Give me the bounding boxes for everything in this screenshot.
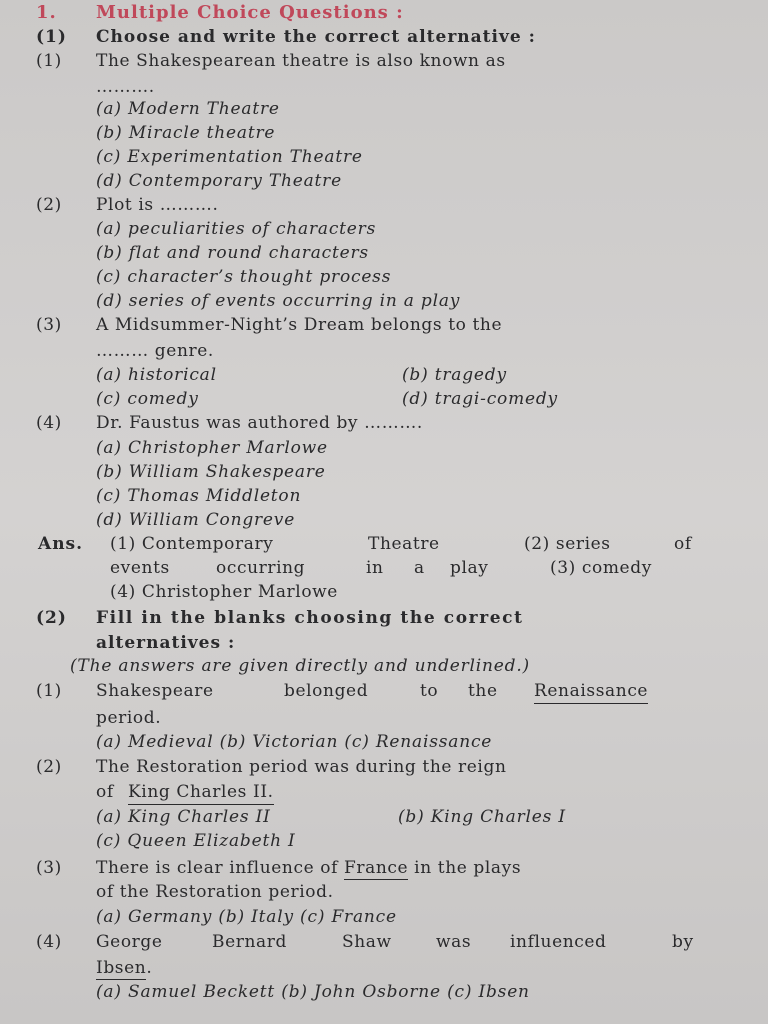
question-text: period. [96, 708, 162, 728]
question-number: (3) [36, 315, 62, 335]
section-title: alternatives : [96, 633, 236, 653]
question-text-post: in the plays [408, 858, 522, 878]
question-text: the [468, 681, 498, 701]
option: (b) flat and round characters [96, 243, 369, 263]
question-text: A Midsummer-Night’s Dream belongs to the [96, 315, 503, 335]
question-number: (3) [36, 858, 62, 878]
option: (a) peculiarities of characters [96, 219, 377, 239]
answer-text: of [674, 534, 692, 554]
underlined-answer: France [343, 858, 409, 878]
underlined-answer: Renaissance [534, 680, 648, 704]
option: (a) Germany (b) Italy (c) France [96, 907, 397, 927]
question-text [96, 857, 521, 879]
underlined-answer: Ibsen [96, 958, 147, 978]
question-blank: ………. [96, 77, 155, 97]
answers-label: Ans. [38, 534, 84, 554]
option: (b) King Charles I [398, 807, 566, 827]
answer-text: (2) series [524, 534, 611, 554]
question-number: (2) [36, 195, 62, 215]
section-number: 1. [36, 2, 57, 23]
option: (d) William Congreve [96, 510, 296, 530]
question-text: Shakespeare [96, 681, 214, 701]
option: (a) Samuel Beckett (b) John Osborne (c) Ibsen [96, 982, 530, 1002]
question-text: was [436, 932, 472, 952]
question-text: Plot is ………. [96, 195, 219, 215]
answer-text: (3) comedy [550, 558, 652, 578]
option: (a) Christopher Marlowe [96, 438, 328, 458]
option: (c) character’s thought process [96, 267, 392, 287]
option: (a) Medieval (b) Victorian (c) Renaissance [96, 732, 493, 752]
option: (b) tragedy [402, 365, 507, 385]
answer-text: in [366, 558, 384, 578]
question-text: belonged [284, 681, 369, 701]
question-text: George [96, 932, 163, 952]
option: (c) Queen Elizabeth I [96, 831, 296, 851]
section-title: Multiple Choice Questions : [96, 2, 404, 23]
question-text: of [96, 782, 120, 802]
question-blank: ……… genre. [96, 341, 214, 361]
answer-text: play [450, 558, 489, 578]
option: (c) comedy [96, 389, 199, 409]
option: (d) Contemporary Theatre [96, 171, 342, 191]
underlined-answer: King Charles II. [128, 781, 274, 805]
answer-text: (4) Christopher Marlowe [110, 582, 338, 602]
option: (d) series of events occurring in a play [96, 291, 461, 311]
section-number: (2) [36, 608, 67, 628]
question-number: (1) [36, 51, 62, 71]
answer-text: events [110, 558, 170, 578]
question-text: The Shakespearean theatre is also known as [96, 51, 506, 71]
question-text: by [672, 932, 694, 952]
answer-text: occurring [216, 558, 306, 578]
answer-text: (1) Contemporary [110, 534, 274, 554]
question-text-pre: There is clear influence of [96, 858, 344, 878]
option: (a) King Charles II [96, 807, 271, 827]
option: (a) Modern Theatre [96, 99, 280, 119]
subsection-number: (1) [36, 27, 67, 47]
subsection-title: Choose and write the correct alternative : [96, 27, 536, 47]
question-text: Dr. Faustus was authored by ………. [96, 413, 423, 433]
question-text: The Restoration period was during the reign [96, 757, 507, 777]
question-number: (2) [36, 757, 62, 777]
question-text: Shaw [342, 932, 392, 952]
question-number: (1) [36, 681, 62, 701]
question-text-tail: . [146, 958, 153, 978]
option: (c) Experimentation Theatre [96, 147, 363, 167]
option: (a) historical [96, 365, 217, 385]
answer-text: Theatre [368, 534, 440, 554]
section-title: Fill in the blanks choosing the correct [96, 608, 524, 628]
note-text: (The answers are given directly and underlined.) [70, 656, 530, 676]
answer-text: a [414, 558, 425, 578]
option: (d) tragi-comedy [402, 389, 558, 409]
option: (c) Thomas Middleton [96, 486, 302, 506]
option: (b) Miracle theatre [96, 123, 276, 143]
option: (b) William Shakespeare [96, 462, 326, 482]
question-number: (4) [36, 932, 62, 952]
question-text: influenced [510, 932, 607, 952]
question-text: Bernard [212, 932, 287, 952]
question-text [96, 957, 152, 979]
question-text: of the Restoration period. [96, 882, 334, 902]
question-number: (4) [36, 413, 62, 433]
question-text: to [420, 681, 439, 701]
